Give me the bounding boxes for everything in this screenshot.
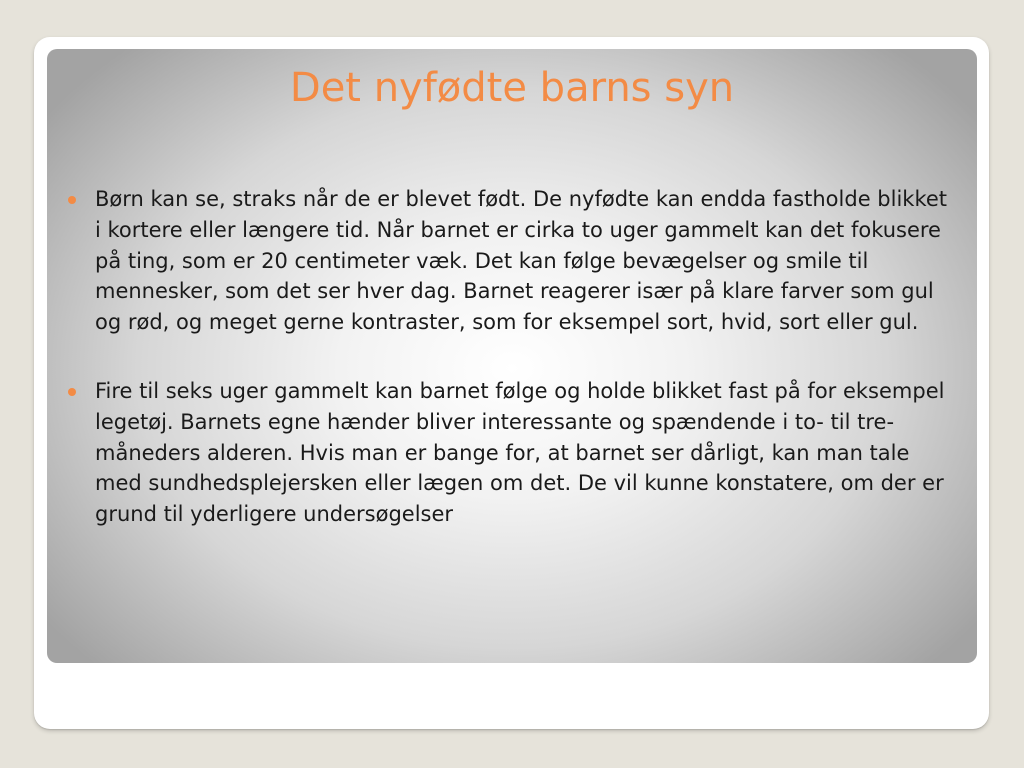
bullet-dot-icon (68, 196, 76, 204)
bullet-dot-icon (68, 388, 76, 396)
bullet-list (66, 184, 956, 568)
slide-title: Det nyfødte barns syn (289, 65, 735, 111)
bullet-text: Fire til seks uger gammelt kan barnet følge og holde blikket fast på for eksempel legetøj. Barnets egne hænder bliver interessante og spændende i to- til tre-måneders alderen. Hvis man er bange for, at barnet ser dårligt, kan man tale med sundhedsplejersken eller lægen om det. De vil kunne konstatere, om der er grund til yderligere undersøgelser (95, 378, 945, 527)
bullet-item (66, 376, 956, 530)
bullet-text: Børn kan se, straks når de er blevet født. De nyfødte kan endda fastholde blikket i kortere eller længere tid. Når barnet er cirka to uger gammelt kan det fokusere på ting, som er 20 centimeter væk. Det kan følge bevægelser og smile til mennesker, som det ser hver dag. Barnet reagerer især på klare farver som gul og rød, og meget gerne kontraster, som for eksempel sort, hvid, sort eller gul. (95, 187, 948, 335)
bullet-item (66, 184, 956, 338)
